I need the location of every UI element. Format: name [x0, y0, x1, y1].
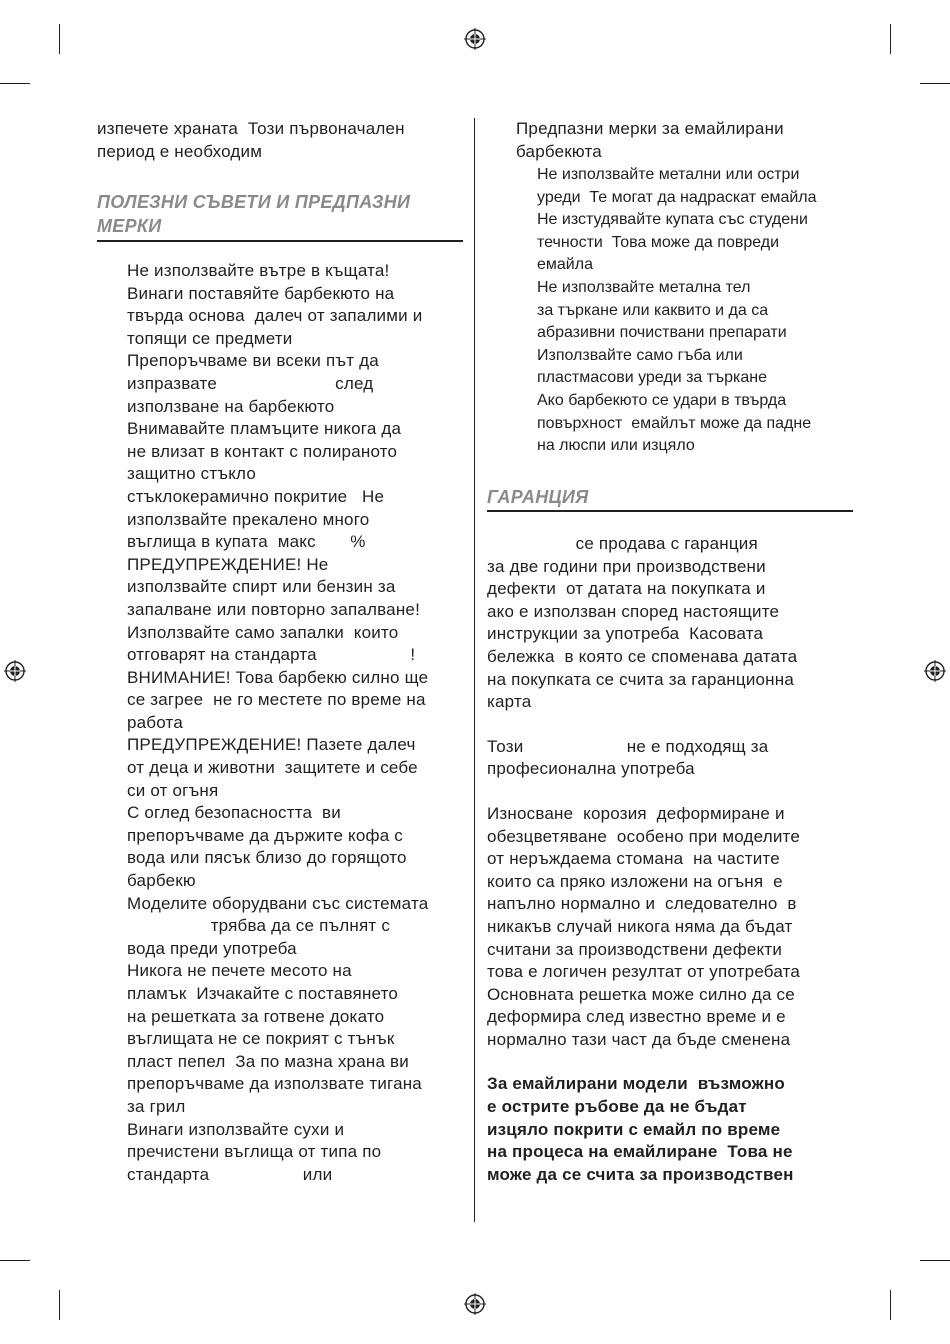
- crop-mark: [59, 24, 60, 54]
- text-line: запалване или повторно запалване!: [127, 599, 421, 619]
- text-line: Не използвайте вътре в къщата!: [127, 261, 390, 280]
- safety-list: [127, 260, 472, 1186]
- text-line: на процеса на емайлиране Това не: [487, 1142, 793, 1162]
- enamel-section: [516, 118, 896, 163]
- text-line: пласт пепел За по мазна храна ви: [127, 1051, 409, 1071]
- text-line: карта: [487, 692, 532, 712]
- text-line: работа: [127, 712, 183, 732]
- heading-rule: [97, 240, 463, 242]
- intro-paragraph: [97, 118, 465, 163]
- text-line: бележка в която се споменава датата: [487, 646, 798, 666]
- text-line: препоръчваме да държите кофа с: [127, 825, 403, 845]
- text-line: Основната решетка може силно да се: [487, 984, 795, 1004]
- text-line: никакъв случай никога няма да бъдат: [487, 916, 793, 936]
- text-line: може да се счита за производствен: [487, 1164, 794, 1184]
- registration-mark-icon: [4, 660, 26, 682]
- text-line: препоръчваме да използвате тигана: [127, 1074, 422, 1094]
- text-line: Моделите оборудвани със системата: [127, 893, 429, 913]
- text-line: емайла: [537, 256, 593, 274]
- text-line: Не използвайте метална тел: [537, 278, 751, 296]
- text-line: се продава с гаранция: [487, 534, 758, 553]
- enamel-title-line: барбекюта: [516, 141, 602, 161]
- text-line: пламък Изчакайте с поставянето: [127, 984, 399, 1003]
- text-line: Износване корозия деформиране и: [487, 803, 785, 823]
- text-line: е острите ръбове да не бъдат: [487, 1097, 747, 1117]
- text-line: трябва да се пълнят с: [127, 916, 391, 936]
- text-line: се загрее не го местете по време на: [127, 690, 426, 710]
- text-line: въглища в купата макс %: [127, 532, 366, 552]
- warranty-paragraph: [487, 533, 853, 714]
- text-line: вода или пясък близо до горящото: [127, 848, 407, 868]
- text-line: Препоръчваме ви всеки път да: [127, 351, 379, 371]
- crop-mark: [890, 24, 891, 54]
- text-line: дефекти от датата на покупката и: [487, 579, 766, 599]
- text-line: Използвайте само запалки които: [127, 622, 399, 642]
- text-line: Винаги използвайте сухи и: [127, 1119, 345, 1139]
- text-line: от неръждаема стомана на частите: [487, 849, 780, 869]
- text-line: Винаги поставяйте барбекюто на: [127, 283, 395, 303]
- text-line: изпечете храната Този първоначален: [97, 119, 405, 138]
- enamel-title-line: Предпазни мерки за емайлирани: [516, 119, 784, 138]
- text-line: изпразвате след: [127, 373, 374, 393]
- text-line: напълно нормално и следователно в: [487, 894, 797, 914]
- text-line: защитно стъкло: [127, 464, 256, 484]
- text-line: използване на барбекюто: [127, 396, 335, 416]
- registration-mark-icon: [464, 1293, 486, 1315]
- text-line: Никога не печете месото на: [127, 961, 352, 981]
- text-line: ПРЕДУПРЕЖДЕНИЕ! Пазете далеч: [127, 735, 416, 755]
- registration-mark-icon: [464, 28, 486, 50]
- text-line: изцяло покрити с емайл по време: [487, 1119, 781, 1139]
- text-line: ПРЕДУПРЕЖДЕНИЕ! Не: [127, 554, 329, 574]
- crop-mark: [0, 83, 30, 84]
- text-line: Ако барбекюто се удари в твърда: [537, 391, 787, 409]
- text-line: Не използвайте метални или остри: [537, 166, 800, 183]
- text-line: не влизат в контакт с полираното: [127, 441, 398, 461]
- text-line: за търкане или каквито и да са: [537, 301, 769, 319]
- crop-mark: [59, 1290, 60, 1320]
- text-line: топящи се предмети: [127, 328, 293, 348]
- heading-line: ПОЛЕЗНИ СЪВЕТИ И ПРЕДПАЗНИ: [97, 192, 411, 213]
- text-line: деформира след известно време и е: [487, 1007, 786, 1027]
- text-line: Използвайте само гъба или: [537, 346, 743, 364]
- crop-mark: [920, 83, 950, 84]
- text-line: на решетката за готвене докато: [127, 1006, 385, 1026]
- text-line: считани за производствени дефекти: [487, 939, 783, 959]
- enamel-list: [537, 164, 867, 458]
- text-line: За емайлирани модели възможно: [487, 1074, 785, 1094]
- text-line: ако е използван според настоящите: [487, 601, 780, 621]
- section-heading: [97, 190, 465, 238]
- text-line: повърхност емайлът може да падне: [537, 414, 812, 432]
- crop-mark: [0, 1260, 30, 1261]
- warranty-heading: ГАРАНЦИЯ: [487, 487, 589, 507]
- text-line: С оглед безопасността ви: [127, 803, 341, 823]
- crop-mark: [920, 1260, 950, 1261]
- text-line: Този не е подходящ за: [487, 736, 769, 756]
- text-line: Не изстудявайте купата със студени: [537, 211, 808, 229]
- text-line: ВНИМАНИЕ! Това барбекю силно ще: [127, 667, 429, 687]
- text-line: уреди Те могат да надраскат емайла: [537, 188, 817, 206]
- text-line: професионална употреба: [487, 759, 695, 779]
- text-line: течности Това може да повреди: [537, 233, 780, 251]
- text-line: пречистени въглища от типа по: [127, 1142, 382, 1162]
- text-line: това е логичен резултат от употребата: [487, 962, 801, 982]
- text-line: барбекю: [127, 871, 196, 891]
- warranty-section: [487, 485, 853, 1186]
- text-line: въглищата не се покрият с тънък: [127, 1029, 395, 1049]
- text-line: абразивни почиствани препарати: [537, 324, 787, 342]
- warranty-bold-note: [487, 1073, 853, 1186]
- text-line: които са пряко изложени на огъня е: [487, 871, 783, 891]
- text-line: стандарта или: [127, 1164, 333, 1184]
- text-line: използвайте спирт или бензин за: [127, 577, 396, 597]
- text-line: Внимавайте пламъците никога да: [127, 419, 402, 439]
- registration-mark-icon: [924, 660, 946, 682]
- heading-rule: [487, 510, 853, 512]
- text-line: вода преди употреба: [127, 938, 297, 958]
- text-line: обезцветяване особено при моделите: [487, 826, 801, 846]
- text-line: на покупката се счита за гаранционна: [487, 669, 795, 689]
- text-line: от деца и животни защитете и себе: [127, 758, 418, 778]
- text-line: използвайте прекалено много: [127, 509, 370, 529]
- text-line: инструкции за употреба Касовата: [487, 624, 764, 644]
- left-column: [97, 118, 465, 242]
- text-line: за две години при производствени: [487, 556, 766, 576]
- text-line: отговарят на стандарта !: [127, 645, 416, 665]
- text-line: пластмасови уреди за търкане: [537, 369, 767, 387]
- text-line: период е необходим: [97, 141, 263, 161]
- warranty-paragraph: [487, 736, 853, 781]
- text-line: нормално тази част да бъде сменена: [487, 1029, 791, 1049]
- heading-line: МЕРКИ: [97, 216, 162, 237]
- warranty-paragraph: [487, 803, 853, 1052]
- text-line: твърда основа далеч от запалими и: [127, 306, 423, 326]
- text-line: на люспи или изцяло: [537, 437, 695, 455]
- text-line: за грил: [127, 1096, 186, 1116]
- crop-mark: [890, 1290, 891, 1320]
- text-line: си от огъня: [127, 780, 219, 800]
- column-divider: [474, 118, 475, 1222]
- text-line: стъклокерамично покритие Не: [127, 486, 385, 506]
